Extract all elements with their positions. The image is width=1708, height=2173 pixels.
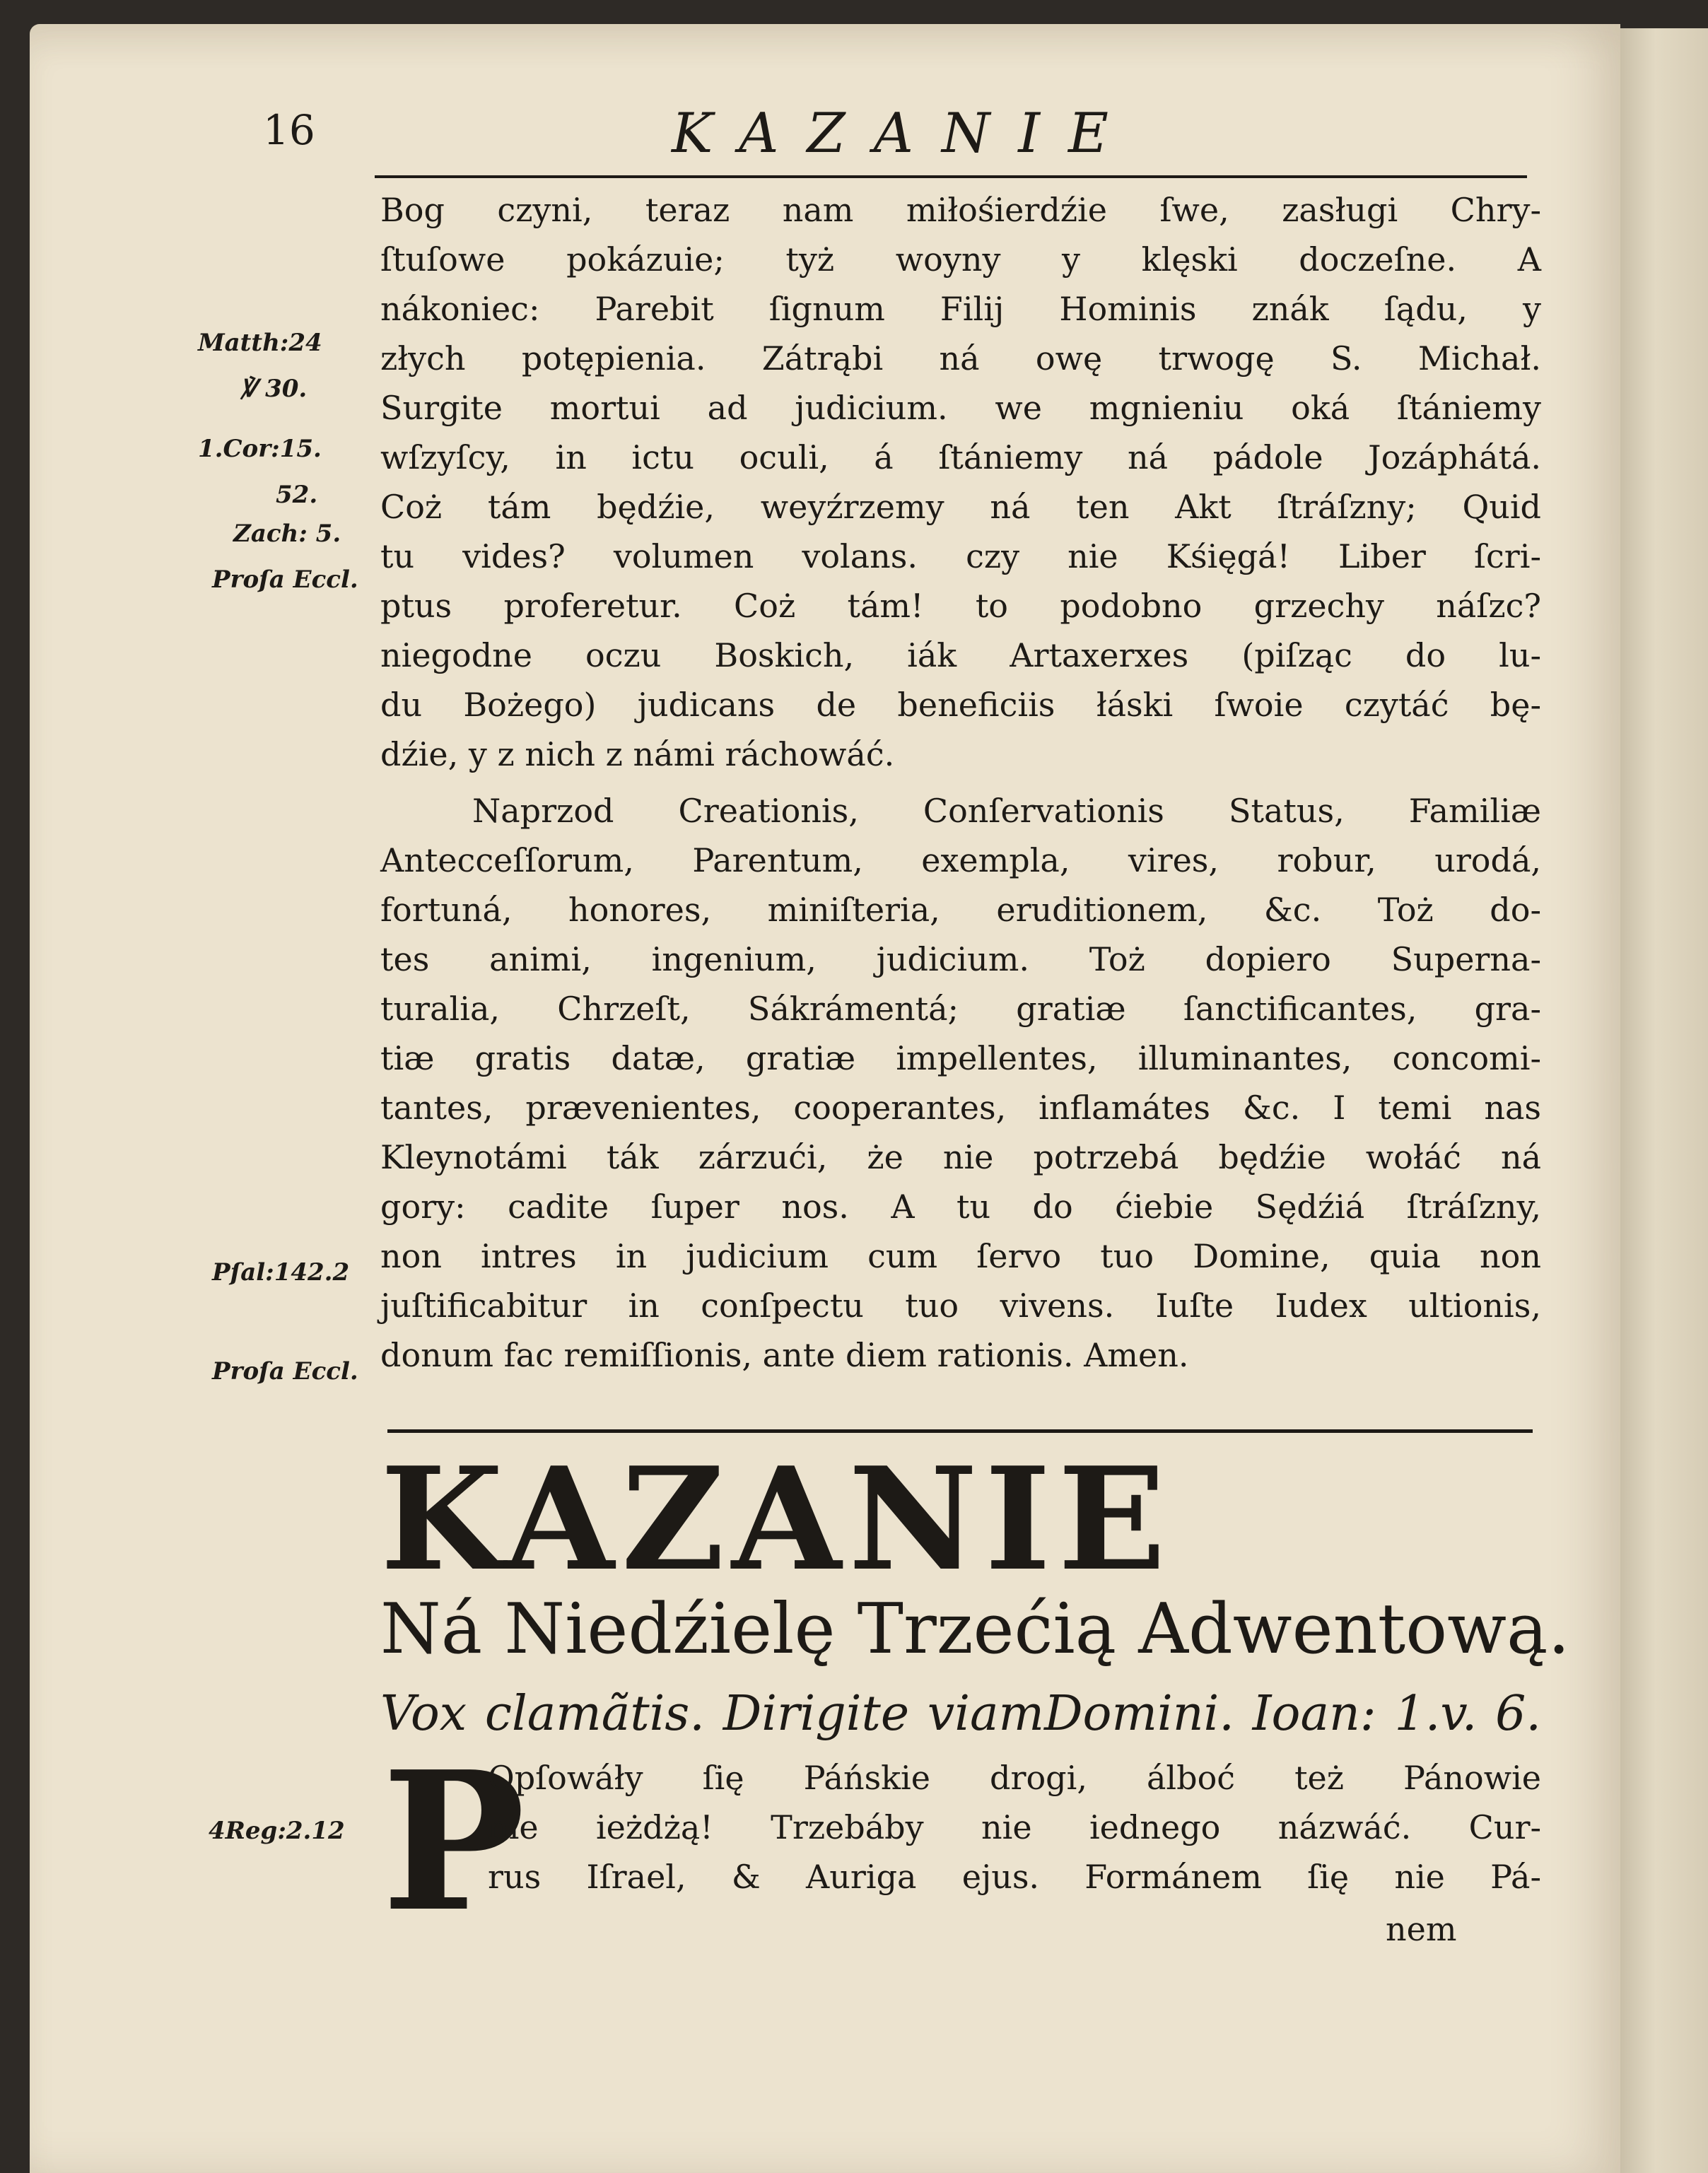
page-header bbox=[263, 102, 1478, 177]
text-line: tantes, prævenientes, cooperantes, inflamátes &c. I temi nas bbox=[380, 1089, 1541, 1127]
catchword: nem bbox=[1386, 1910, 1457, 1948]
text-line: ptus proferetur. Coż tám! to podobno grzechy náſzc? bbox=[380, 587, 1541, 625]
sermon-subtitle: Ná Niedźielę Trzećią Adwentową. bbox=[380, 1589, 1570, 1670]
scripture-quote: Vox clamãtis. Dirigite viamDomini. Ioan: 1.v. 6. bbox=[380, 1686, 1541, 1742]
margin-note: 52. bbox=[276, 481, 318, 509]
running-head: KAZANIE bbox=[672, 102, 1137, 165]
header-rule bbox=[375, 175, 1527, 178]
text-line: Antecceſſorum, Parentum, exempla, vires, robur, urodá, bbox=[380, 841, 1541, 879]
text-line: rus Iſrael, & Auriga ejus. Formánem ſię nie Pá- bbox=[488, 1858, 1541, 1896]
text-line: turalia, Chrzeſt, Sákrámentá; gratiæ ſanctificantes, gra- bbox=[380, 990, 1541, 1028]
text-line: gory: cadite ſuper nos. A tu do ćiebie Sędźiá ſtráſzny, bbox=[380, 1188, 1541, 1226]
margin-note: Matth:24 bbox=[198, 329, 322, 357]
text-line: złych potępienia. Zátrąbi ná owę trwogę S. Michał. bbox=[380, 339, 1541, 377]
text-line: wſzyſcy, in ictu oculi, á ſtániemy ná pádole Jozáphátá. bbox=[380, 438, 1541, 476]
text-line: nie ieżdżą! Trzebáby nie iednego názwáć. Cur- bbox=[488, 1808, 1541, 1846]
text-line: Opſowáły ſię Páńskie drogi, álboć też Pánowie bbox=[488, 1759, 1541, 1797]
text-line: donum fac remiſſionis, ante diem rationis. Amen. bbox=[380, 1336, 1189, 1374]
text-line: non intres in judicium cum ſervo tuo Domine, quia non bbox=[380, 1237, 1541, 1275]
text-line: Kleynotámi ták zárzući, że nie potrzebá będźie wołáć ná bbox=[380, 1138, 1541, 1176]
text-line: tu vides? volumen volans. czy nie Kśięgá! Liber ſcri- bbox=[380, 537, 1541, 575]
text-line: du Bożego) judicans de beneficiis łáski ſwoie czytáć bę- bbox=[380, 686, 1541, 724]
text-line: Coż tám będźie, weyźrzemy ná ten Akt ſtráſzny; Quid bbox=[380, 488, 1541, 526]
text-line: Surgite mortui ad judicium. we mgnieniu oká ſtániemy bbox=[380, 389, 1541, 427]
margin-note: Zach: 5. bbox=[233, 520, 341, 548]
text-line: nákoniec: Parebit ſignum Filij Hominis znák ſądu, y bbox=[380, 290, 1541, 328]
text-line: Naprzod Creationis, Conſervationis Status, Familiæ bbox=[472, 792, 1541, 830]
book-spine-edge bbox=[1620, 28, 1708, 2173]
text-line: fortuná, honores, miniſteria, eruditionem, &c. Toż do- bbox=[380, 891, 1541, 929]
sermon-title: KAZANIE bbox=[380, 1436, 1173, 1603]
text-line: juſtificabitur in conſpectu tuo vivens. Iuſte Iudex ultionis, bbox=[380, 1287, 1541, 1325]
margin-note: Proſa Eccl. bbox=[212, 566, 358, 594]
text-line: dźie, y z nich z námi ráchowáć. bbox=[380, 735, 895, 773]
text-line: tiæ gratis datæ, gratiæ impellentes, illuminantes, concomi- bbox=[380, 1039, 1541, 1077]
drop-cap: P bbox=[382, 1729, 526, 1954]
section-rule bbox=[387, 1429, 1533, 1433]
text-line: ſtuſowe pokázuie; tyż woyny y klęski doczeſne. A bbox=[380, 240, 1541, 279]
margin-note: Proſa Eccl. bbox=[212, 1357, 358, 1386]
text-line: tes animi, ingenium, judicium. Toż dopiero Superna- bbox=[380, 940, 1541, 978]
margin-note: 4Reg:2.12 bbox=[209, 1817, 345, 1845]
text-line: Bog czyni, teraz nam miłośierdźie ſwe, zasługi Chry- bbox=[380, 191, 1541, 229]
margin-note: 1.Cor:15. bbox=[198, 435, 322, 463]
text-line: niegodne oczu Boskich, iák Artaxerxes (piſząc do lu- bbox=[380, 636, 1541, 674]
margin-note: Pſal:142.2 bbox=[212, 1258, 350, 1287]
margin-note: ℣ 30. bbox=[240, 375, 308, 403]
page-number: 16 bbox=[263, 106, 315, 154]
